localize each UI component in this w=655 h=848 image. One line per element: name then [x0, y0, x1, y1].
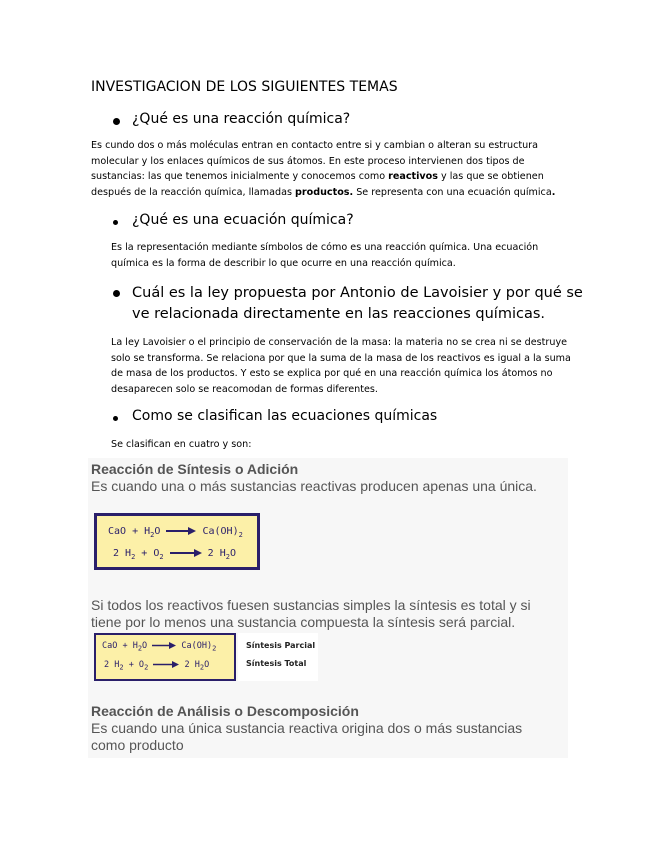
bullet-icon	[113, 220, 118, 225]
paragraph-4: Se clasifican en cuatro y son:	[111, 439, 252, 450]
label-sintesis-total: Síntesis Total	[246, 659, 307, 668]
bullet-icon	[113, 416, 118, 421]
question-1-text: ¿Qué es una reacción química?	[132, 111, 351, 127]
sintesis-heading: Reacción de Síntesis o Adición	[91, 461, 299, 477]
question-1	[113, 111, 350, 127]
question-4	[113, 408, 437, 424]
question-3	[113, 283, 583, 325]
arrow-icon	[170, 549, 202, 557]
question-4-text: Como se clasifican las ecuaciones químicas	[132, 408, 438, 424]
paragraph-2: Es la representación mediante símbolos de cómo es una reacción química. Una ecuación química es la forma de describir lo que ocurre en una reacción química.	[111, 242, 539, 269]
arrow-icon	[166, 527, 196, 535]
question-3-text: Cuál es la ley propuesta por Antonio de Lavoisier y por qué se ve relacionada directamente en las reacciones químicas.	[132, 285, 583, 322]
analisis-text: Es cuando una única sustancia reactiva origina dos o más sustancias como producto	[91, 720, 523, 753]
question-2-text: ¿Qué es una ecuación química?	[132, 212, 354, 228]
equation-box-1: CaO + $H_2O$ $Ca(OH)_2$ 2 $H_2 + O_2$ 2 $H_2O$	[94, 513, 260, 570]
sintesis-note: Si todos los reactivos fuesen sustancias simples la síntesis es total y si tiene por lo menos una sustancia compuesta la síntesis será parcial.	[91, 597, 531, 630]
question-2	[113, 212, 354, 228]
document-title: INVESTIGACION DE LOS SIGUIENTES TEMAS	[91, 79, 398, 95]
bullet-icon	[113, 118, 120, 125]
arrow-icon	[153, 661, 179, 668]
bullet-icon	[113, 290, 120, 297]
equation-box-2: CaO + $H_2O$ $Ca(OH)_2$ 2 $H_2 + O_2$ 2 $H_2O$	[94, 633, 236, 681]
analisis-heading: Reacción de Análisis o Descomposición	[91, 703, 359, 719]
label-sintesis-parcial: Síntesis Parcial	[246, 641, 316, 650]
paragraph-3: La ley Lavoisier o el principio de conservación de la masa: la materia no se crea ni se destruye solo se transforma. Se relaciona por que la suma de la masa de los reactivos es igual a la suma de masa de los productos. Y esto se explica por qué en una reacción química los átomos no desaparecen solo se reacomodan de formas diferentes.	[111, 337, 571, 396]
sintesis-text: Es cuando una o más sustancias reactivas producen apenas una única.	[91, 478, 537, 494]
arrow-icon	[152, 642, 176, 649]
paragraph-1: Es cundo dos o más moléculas entran en contacto entre si y cambian o alteran su estructura molecular y los enlaces químicos de sus átomos. En este proceso intervienen dos tipos de sustancias: las que tenemos inicialmente y conocemos como reactivos y las que se obtienen después de la reacción química, llamadas productos. Se representa con una ecuación química.	[91, 140, 556, 199]
